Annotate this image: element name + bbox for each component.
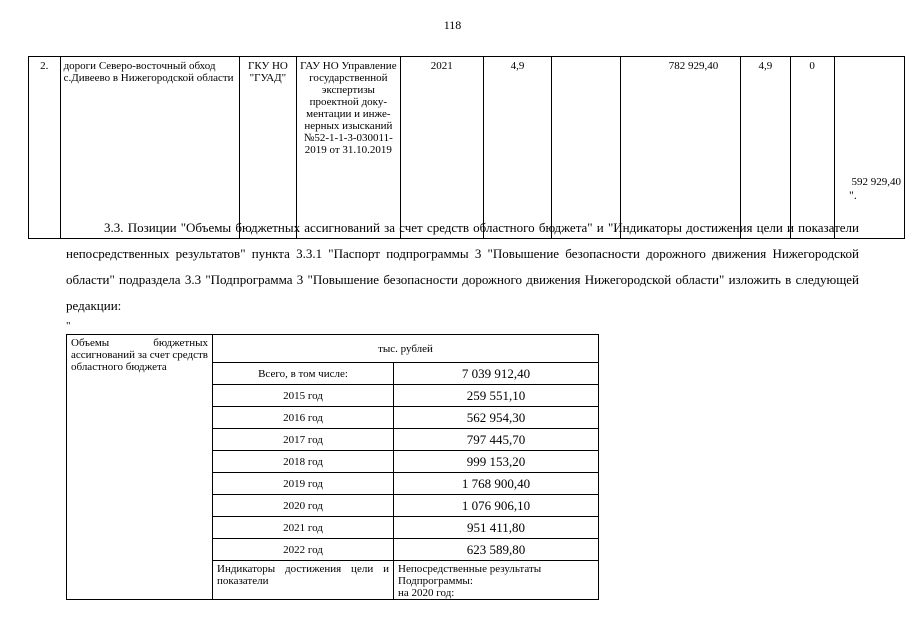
object-name: дороги Северо-восточный обход с.Дивеево в Нижегородской области (60, 57, 240, 239)
year-cell: 2017 год (213, 429, 394, 451)
budget-label: Объемы бюджетных ассигнований за счет средств областного бюджета (67, 335, 213, 600)
year-cell: Всего, в том числе: (213, 363, 394, 385)
value-cell: 797 445,70 (394, 429, 599, 451)
value-cell: 259 551,10 (394, 385, 599, 407)
indicators-text-2: на 2020 год: (398, 587, 455, 599)
customer: ГКУ НО "ГУАД" (240, 57, 297, 239)
value-2 (552, 57, 620, 239)
value-cell: 951 411,80 (394, 517, 599, 539)
year-cell: 2018 год (213, 451, 394, 473)
expertise: ГАУ НО Управление государственной экспертизы проектной документации и инженерных изысканий №52-1-1-3-030011-2019 от 31.10.2019 (296, 57, 400, 239)
paragraph-3-3: 3.3. Позиции "Объемы бюджетных ассигнований за счет средств областного бюджета" и "Индикаторы достижения цели и показатели непосредственных результатов" пункта 3.3.1 "Паспорт подпрограммы 3 "Повышение безопасности дорожного движения Нижегородской области" подраздела 3.3 "Подпрограмма 3 "Повышение безопасности дорожного движения Нижегородской области" изложить в следующей редакции: (66, 220, 859, 313)
value-6: 592 929,40 (834, 57, 904, 239)
indicators-cell (394, 561, 599, 600)
table-row (29, 57, 905, 239)
closing-quote: ". (849, 188, 857, 202)
year: 2021 (400, 57, 483, 239)
value-cell: 1 768 900,40 (394, 473, 599, 495)
budget-table (66, 334, 599, 600)
year-cell: 2021 год (213, 517, 394, 539)
indicators-label: Индикаторы достижения цели и показатели (213, 561, 394, 600)
value-cell: 1 076 906,10 (394, 495, 599, 517)
year-cell: 2016 год (213, 407, 394, 429)
value-4: 4,9 (741, 57, 790, 239)
unit-label: тыс. рублей (213, 335, 599, 363)
value-cell: 562 954,30 (394, 407, 599, 429)
year-cell: 2020 год (213, 495, 394, 517)
row-number: 2. (29, 57, 61, 239)
objects-table (28, 56, 905, 239)
year-cell: 2022 год (213, 539, 394, 561)
value-5: 0 (790, 57, 834, 239)
opening-quote: " (66, 320, 71, 332)
value-cell: 999 153,20 (394, 451, 599, 473)
value-1: 4,9 (483, 57, 552, 239)
year-cell: 2019 год (213, 473, 394, 495)
value-cell: 623 589,80 (394, 539, 599, 561)
page-number: 118 (443, 18, 462, 32)
year-cell: 2015 год (213, 385, 394, 407)
indicators-text-1: Непосредственные результаты Подпрограммы: (398, 563, 542, 587)
value-3: 782 929,40 (620, 57, 740, 239)
table-row (67, 335, 599, 363)
value-cell: 7 039 912,40 (394, 363, 599, 385)
